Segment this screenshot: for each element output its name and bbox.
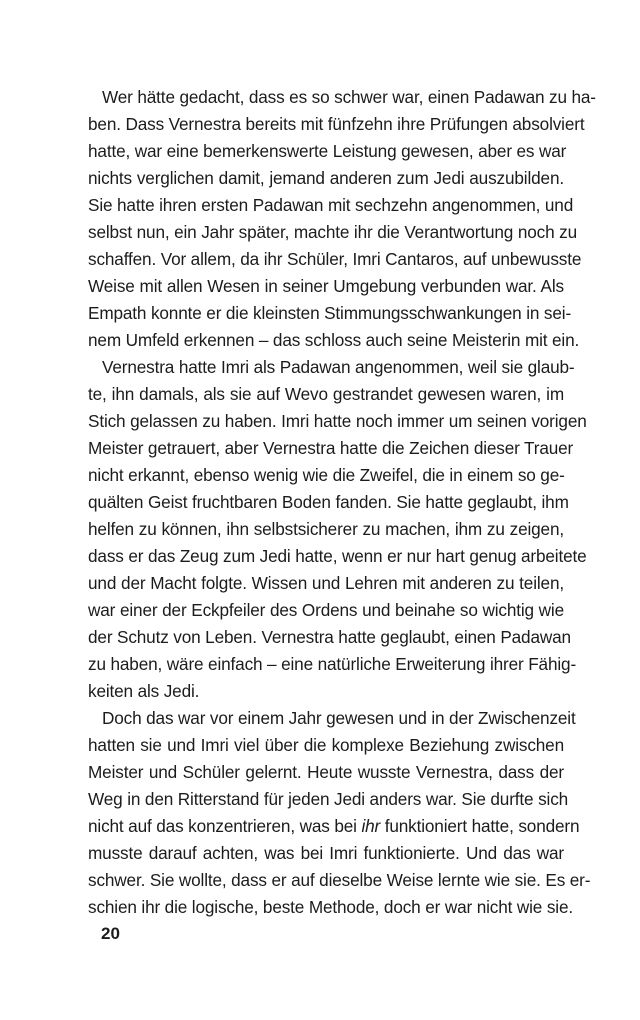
text-line: selbst nun, ein Jahr später, machte ihr die Verantwortung noch zu — [88, 222, 577, 242]
text-line: keiten als Jedi. — [88, 681, 200, 701]
text-line: helfen zu können, ihn selbstsicherer zu machen, ihm zu zeigen, — [88, 519, 564, 539]
text-line: Meister getrauert, aber Vernestra hatte die Zeichen dieser Trauer — [88, 438, 574, 458]
text-line: Sie hatte ihren ersten Padawan mit sechzehn angenommen, und — [88, 195, 574, 215]
text-line-with-emphasis — [88, 813, 580, 840]
emphasized-word: ihr — [361, 816, 381, 836]
body-text — [88, 84, 596, 921]
text-line: nichts verglichen damit, jemand anderen zum Jedi auszubilden. — [88, 168, 564, 188]
text-line: hatte, war eine bemerkenswerte Leistung gewesen, aber es war — [88, 141, 567, 161]
text-line: ben. Dass Vernestra bereits mit fünfzehn ihre Prüfungen absolviert — [88, 114, 585, 134]
text-line: Stich gelassen zu haben. Imri hatte noch immer um seinen vorigen — [88, 411, 587, 431]
text-line: nicht erkannt, ebenso wenig wie die Zweifel, die in einem so ge- — [88, 465, 565, 485]
text-line: Weise mit allen Wesen in seiner Umgebung verbunden war. Als — [88, 276, 564, 296]
text-line: Empath konnte er die kleinsten Stimmungsschwankungen in sei- — [88, 303, 572, 323]
text-line: Vernestra hatte Imri als Padawan angenommen, weil sie glaub- — [102, 357, 575, 377]
text-line: hatten sie und Imri viel über die komplexe Beziehung zwischen — [88, 735, 564, 755]
text-line: Wer hätte gedacht, dass es so schwer war, einen Padawan zu ha- — [102, 87, 596, 107]
text-line: quälten Geist fruchtbaren Boden fanden. Sie hatte geglaubt, ihm — [88, 492, 569, 512]
text-line: Weg in den Ritterstand für jeden Jedi anders war. Sie durfte sich — [88, 789, 569, 809]
text-line: war einer der Eckpfeiler des Ordens und beinahe so wichtig wie — [88, 600, 564, 620]
text-line: te, ihn damals, als sie auf Wevo gestrandet gewesen waren, im — [88, 384, 564, 404]
text-line: dass er das Zeug zum Jedi hatte, wenn er nur hart genug arbeitete — [88, 546, 587, 566]
text-fragment: nicht auf das konzentrieren, was bei — [88, 816, 362, 836]
page-number: 20 — [101, 924, 120, 943]
text-line: und der Macht folgte. Wissen und Lehren mit anderen zu teilen, — [88, 573, 564, 593]
text-line: schien ihr die logische, beste Methode, doch er war nicht wie sie. — [88, 897, 573, 917]
text-line: nem Umfeld erkennen – das schloss auch seine Meisterin mit ein. — [88, 330, 580, 350]
text-line: zu haben, wäre einfach – eine natürliche Erweiterung ihrer Fähig- — [88, 654, 577, 674]
text-line: Meister und Schüler gelernt. Heute wusste Vernestra, dass der — [88, 762, 564, 782]
text-line: der Schutz von Leben. Vernestra hatte geglaubt, einen Padawan — [88, 627, 571, 647]
text-line: schwer. Sie wollte, dass er auf dieselbe Weise lernte wie sie. Es er- — [88, 870, 591, 890]
text-line: musste darauf achten, was bei Imri funktionierte. Und das war — [88, 843, 564, 863]
text-line: Doch das war vor einem Jahr gewesen und in der Zwischenzeit — [102, 708, 576, 728]
text-line: schaffen. Vor allem, da ihr Schüler, Imri Cantaros, auf unbewusste — [88, 249, 582, 269]
text-fragment: funktioniert hatte, sondern — [380, 816, 580, 836]
